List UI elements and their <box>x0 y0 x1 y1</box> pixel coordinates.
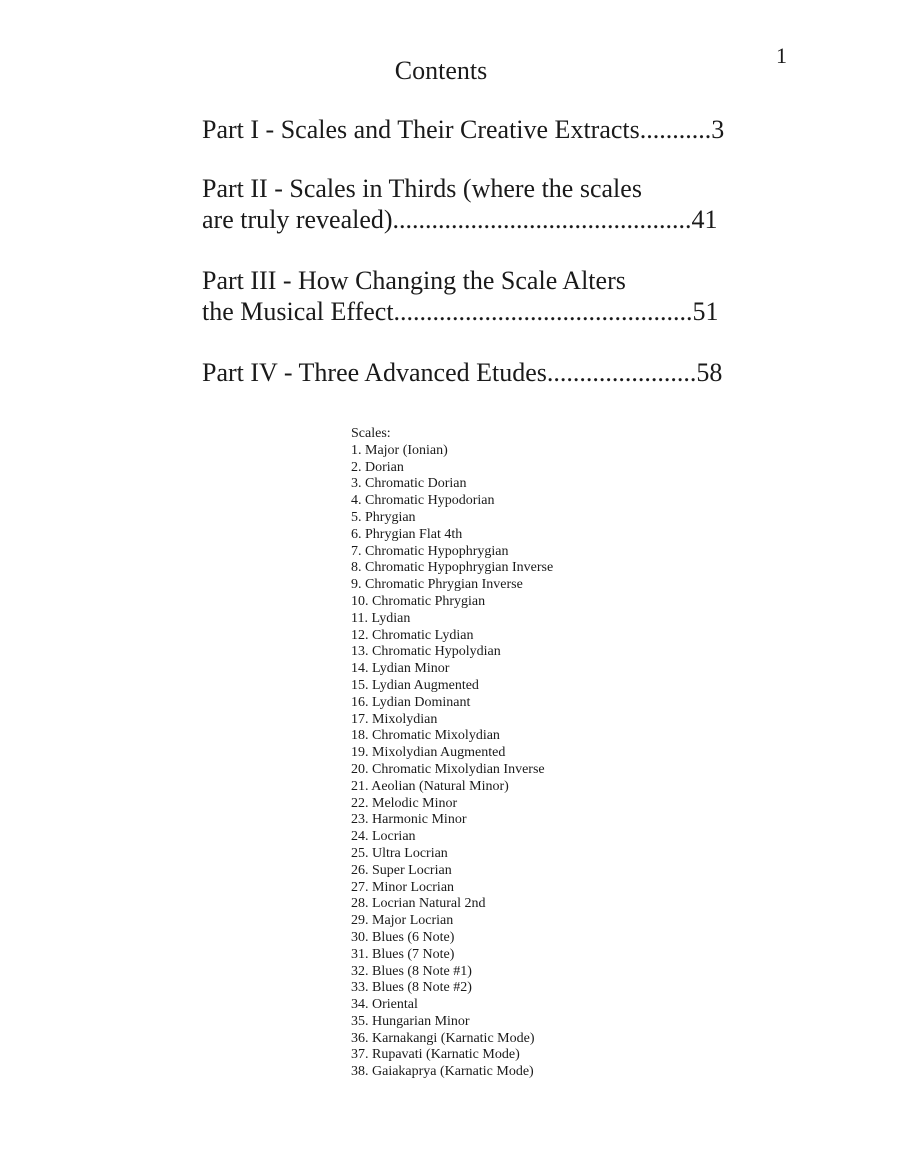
scale-list-item: 11. Lydian <box>351 610 411 626</box>
scale-list-item: 8. Chromatic Hypophrygian Inverse <box>351 560 554 576</box>
scale-list-item: 27. Minor Locrian <box>351 879 455 895</box>
scale-list-item: 38. Gaiakaprya (Karnatic Mode) <box>351 1064 534 1080</box>
scale-list-item: 34. Oriental <box>351 997 418 1013</box>
toc-entry-part-4 <box>202 357 742 388</box>
scale-list-item: 10. Chromatic Phrygian <box>351 593 486 609</box>
scale-list-item: 31. Blues (7 Note) <box>351 946 455 962</box>
scale-list-item: 12. Chromatic Lydian <box>351 627 474 643</box>
scale-list-item: 14. Lydian Minor <box>351 661 450 677</box>
scale-list-item: 37. Rupavati (Karnatic Mode) <box>351 1047 520 1063</box>
scale-list-item: 5. Phrygian <box>351 509 416 525</box>
scale-list-item: 25. Ultra Locrian <box>351 845 448 861</box>
toc-entry-part-3 <box>202 265 742 327</box>
scales-list <box>351 443 671 1081</box>
scale-list-item: 29. Major Locrian <box>351 913 454 929</box>
toc-entry-line: Part IV - Three Advanced Etudes.......................58 <box>202 358 723 387</box>
toc-entry-line: Part II - Scales in Thirds (where the scales <box>202 174 642 203</box>
scale-list-item: 33. Blues (8 Note #2) <box>351 980 472 996</box>
scale-list-item: 9. Chromatic Phrygian Inverse <box>351 577 523 593</box>
scale-list-item: 36. Karnakangi (Karnatic Mode) <box>351 1030 535 1046</box>
scale-list-item: 6. Phrygian Flat 4th <box>351 526 463 542</box>
scale-list-item: 32. Blues (8 Note #1) <box>351 963 472 979</box>
scale-list-item: 1. Major (Ionian) <box>351 442 448 458</box>
scale-list-item: 15. Lydian Augmented <box>351 677 479 693</box>
scale-list-item: 30. Blues (6 Note) <box>351 929 455 945</box>
scale-list-item: 23. Harmonic Minor <box>351 812 467 828</box>
page-number: 1 <box>776 43 787 68</box>
scale-list-item: 19. Mixolydian Augmented <box>351 745 506 761</box>
scale-list-item: 13. Chromatic Hypolydian <box>351 644 501 660</box>
scale-list-item: 26. Super Locrian <box>351 862 452 878</box>
scale-list-item: 3. Chromatic Dorian <box>351 476 467 492</box>
scale-list-item: 18. Chromatic Mixolydian <box>351 728 500 744</box>
scale-list-item: 22. Melodic Minor <box>351 795 458 811</box>
toc-entry-line: Part III - How Changing the Scale Alters <box>202 266 626 295</box>
scale-list-item: 35. Hungarian Minor <box>351 1013 470 1029</box>
toc-entry-part-2 <box>202 173 742 235</box>
page-title: Contents <box>394 56 488 85</box>
table-of-contents <box>202 114 742 416</box>
scale-list-item: 20. Chromatic Mixolydian Inverse <box>351 761 545 777</box>
scale-list-item: 24. Locrian <box>351 829 416 845</box>
scale-list-item: 7. Chromatic Hypophrygian <box>351 543 509 559</box>
scale-list-item: 17. Mixolydian <box>351 711 438 727</box>
scale-list-item: 28. Locrian Natural 2nd <box>351 896 486 912</box>
scale-list-item: 21. Aeolian (Natural Minor) <box>351 778 509 794</box>
scales-list-section <box>351 426 671 1081</box>
scales-heading: Scales: <box>351 426 391 441</box>
toc-entry-line: the Musical Effect..............................................51 <box>202 297 719 326</box>
toc-entry-part-1 <box>202 114 742 145</box>
toc-entry-line: Part I - Scales and Their Creative Extracts...........3 <box>202 115 725 144</box>
scale-list-item: 4. Chromatic Hypodorian <box>351 493 495 509</box>
scale-list-item: 2. Dorian <box>351 459 404 475</box>
toc-entry-line: are truly revealed)..............................................41 <box>202 205 718 234</box>
scale-list-item: 16. Lydian Dominant <box>351 694 471 710</box>
